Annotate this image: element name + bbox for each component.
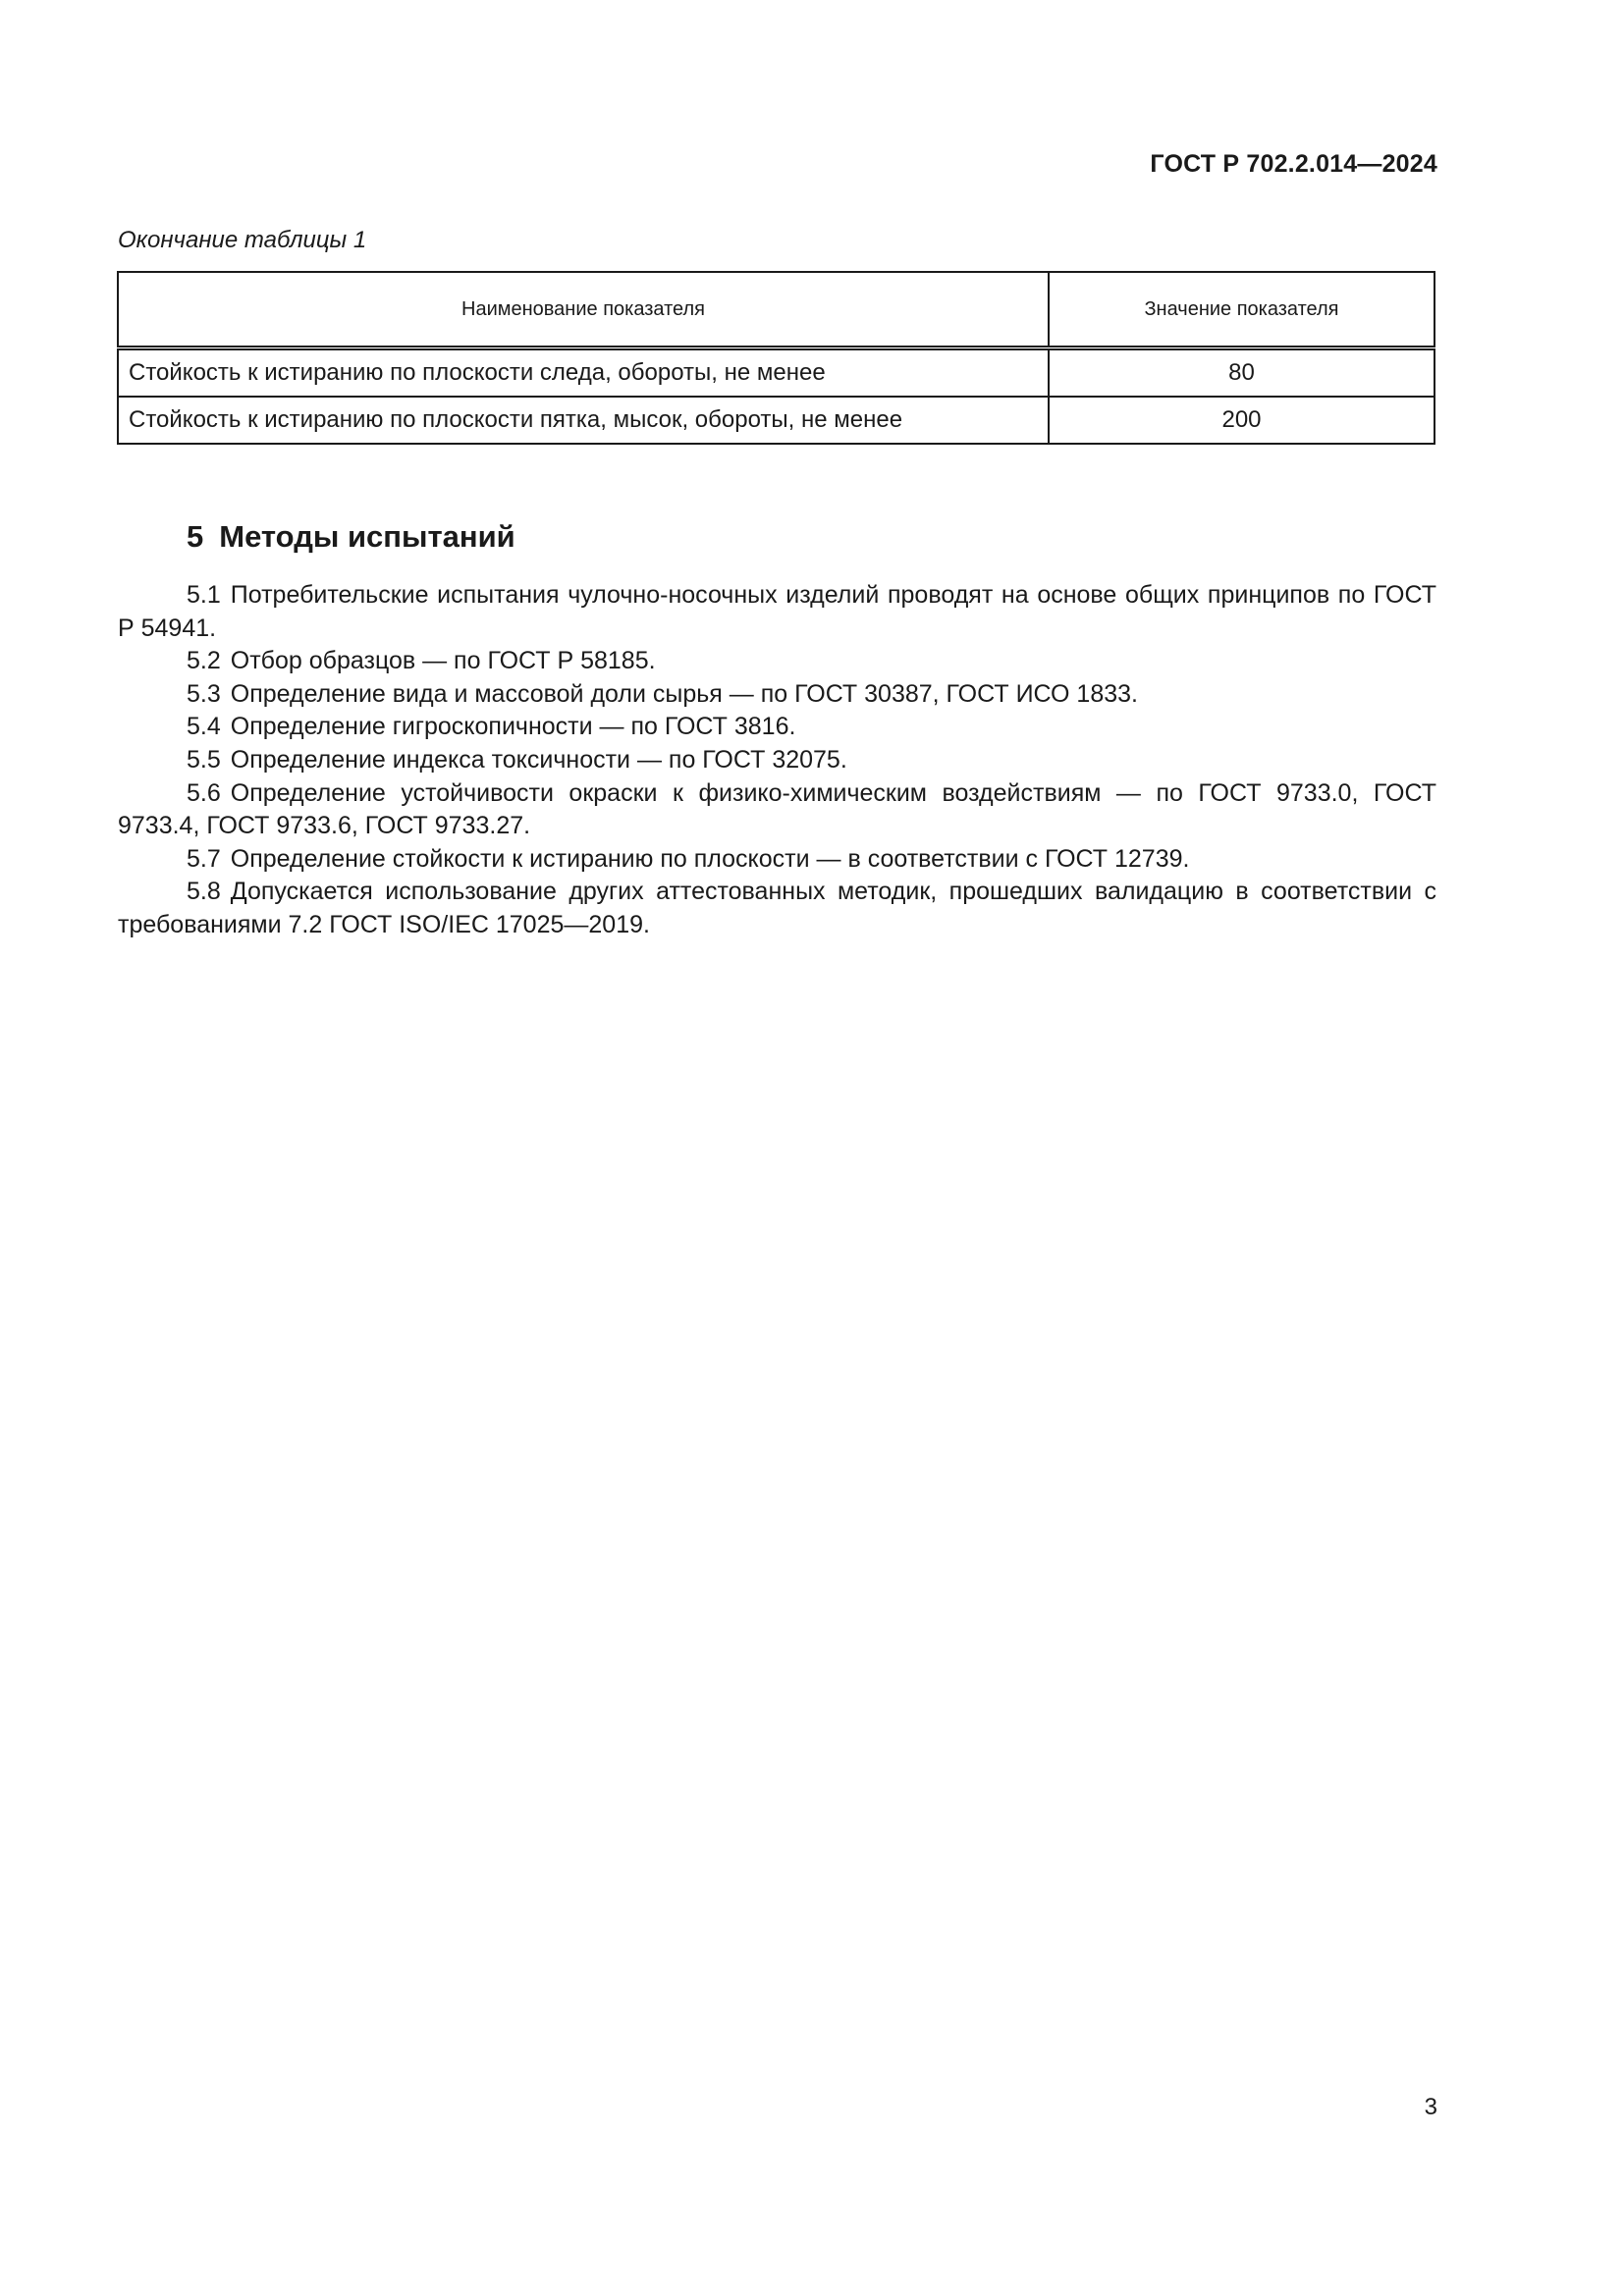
paragraph <box>118 579 1436 645</box>
paragraph-number: 5.2 <box>187 647 221 675</box>
table-row <box>118 348 1435 398</box>
table-header-row <box>118 272 1435 348</box>
section-title: Методы испытаний <box>219 519 515 554</box>
paragraph-number: 5.1 <box>187 581 221 609</box>
paragraph-number: 5.3 <box>187 679 221 708</box>
table-row <box>118 397 1435 444</box>
indicators-table <box>117 271 1435 445</box>
indicator-value: 200 <box>1049 397 1435 444</box>
paragraph <box>118 678 1436 712</box>
table-caption: Окончание таблицы 1 <box>118 227 367 253</box>
section-heading <box>187 519 515 555</box>
indicator-name: Стойкость к истиранию по плоскости пятка, мысок, обороты, не менее <box>118 397 1049 444</box>
running-header: ГОСТ Р 702.2.014—2024 <box>1150 150 1437 178</box>
paragraph-number: 5.8 <box>187 878 221 906</box>
paragraph <box>118 777 1436 843</box>
indicator-value: 80 <box>1049 348 1435 398</box>
paragraph-number: 5.4 <box>187 713 221 741</box>
section-number: 5 <box>187 519 204 554</box>
paragraph <box>118 645 1436 678</box>
paragraph <box>118 876 1436 941</box>
paragraph-number: 5.7 <box>187 844 221 873</box>
paragraph-text: Определение вида и массовой доли сырья — по ГОСТ 30387, ГОСТ ИСО 1833. <box>230 679 1138 708</box>
paragraph-text: Определение индекса токсичности — по ГОСТ 32075. <box>230 745 847 774</box>
paragraph <box>118 843 1436 877</box>
section-body <box>118 579 1436 942</box>
paragraph-text: Определение устойчивости окраски к физико-химическим воздействиям — по ГОСТ 9733.0, ГОСТ 9733.4, ГОСТ 9733.6, ГОСТ 9733.27. <box>118 778 1436 840</box>
paragraph-text: Потребительские испытания чулочно-носочных изделий проводят на основе общих принципов по ГОСТ Р 54941. <box>118 581 1436 642</box>
paragraph-text: Определение стойкости к истиранию по плоскости — в соответствии с ГОСТ 12739. <box>230 844 1190 873</box>
paragraph-number: 5.5 <box>187 745 221 774</box>
paragraph-text: Допускается использование других аттестованных методик, прошедших валидацию в соответствии с требованиями 7.2 ГОСТ ISO/IEC 17025—2019. <box>118 878 1436 938</box>
column-header-name: Наименование показателя <box>118 272 1049 348</box>
paragraph <box>118 744 1436 777</box>
page-number: 3 <box>1424 2094 1437 2120</box>
paragraph <box>118 711 1436 744</box>
paragraph-text: Определение гигроскопичности — по ГОСТ 3816. <box>230 713 796 741</box>
indicator-name: Стойкость к истиранию по плоскости следа, обороты, не менее <box>118 348 1049 398</box>
paragraph-text: Отбор образцов — по ГОСТ Р 58185. <box>230 647 656 675</box>
column-header-value: Значение показателя <box>1049 272 1435 348</box>
paragraph-number: 5.6 <box>187 778 221 807</box>
